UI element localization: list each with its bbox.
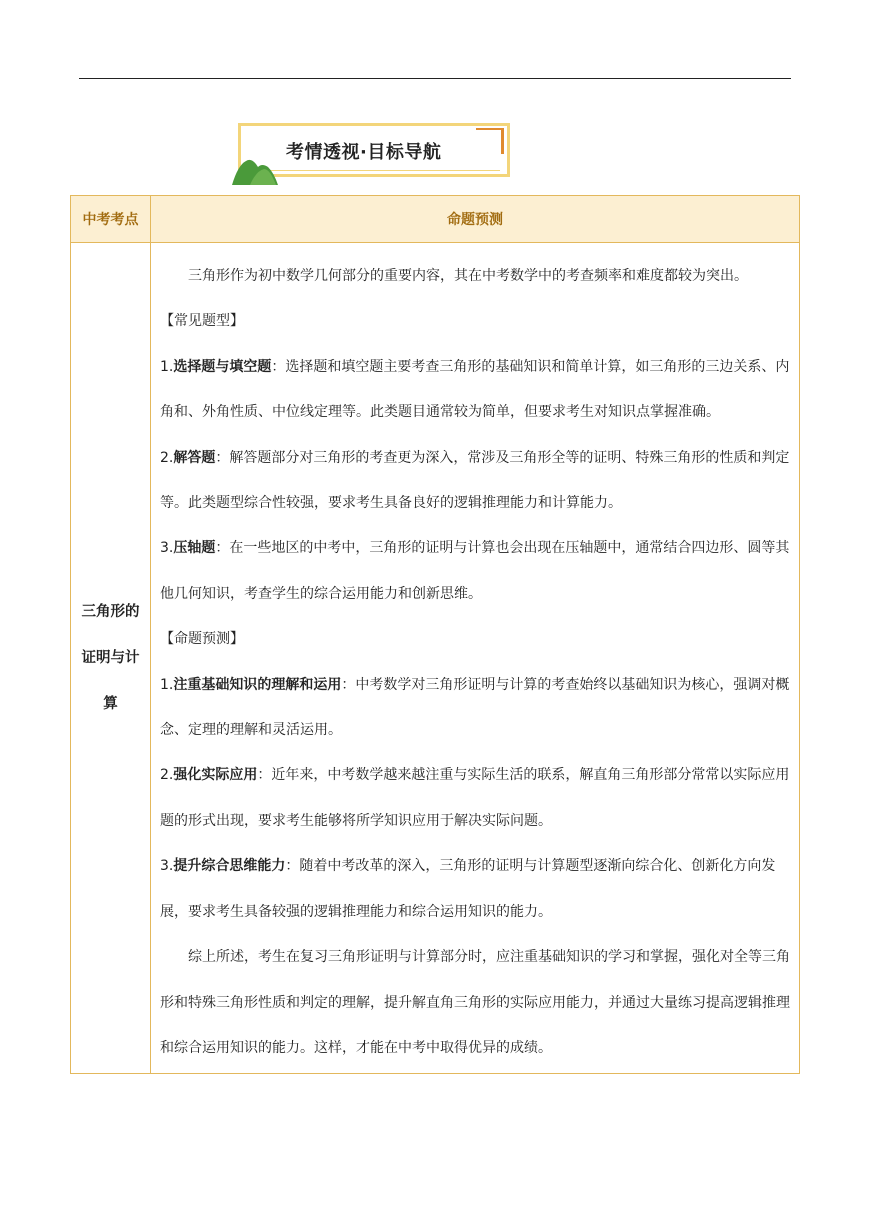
item-text: ：解答题部分对三角形的考查更为深入，常涉及三角形全等的证明、特殊三角形的性质和判定等。此类题型综合性较强，要求考生具备良好的逻辑推理能力和计算能力。 <box>160 449 790 512</box>
table-header-row <box>71 196 800 243</box>
prediction-content <box>151 243 800 1074</box>
list-item <box>160 844 791 935</box>
item-title: 强化实际应用 <box>173 767 258 784</box>
summary-paragraph: 综上所述，考生在复习三角形证明与计算部分时，应注重基础知识的学习和掌握，强化对全等三角形和特殊三角形性质和判定的理解，提升解直角三角形的实际应用能力，并通过大量练习提高逻辑推理和综合运用知识的能力。这样，才能在中考中取得优异的成绩。 <box>160 949 790 1056</box>
item-text: ：中考数学对三角形证明与计算的考查始终以基础知识为核心，强调对概念、定理的理解和灵活运用。 <box>160 676 790 739</box>
header-exam-point: 中考考点 <box>71 196 151 243</box>
topic-line: 证明与计 <box>81 650 140 667</box>
exam-analysis-table <box>70 195 800 1074</box>
banner-accent-mark <box>501 128 504 154</box>
item-title: 选择题与填空题 <box>173 358 272 375</box>
item-number: 2. <box>160 449 174 466</box>
header-prediction: 命题预测 <box>151 196 800 243</box>
table-row <box>71 243 800 1074</box>
section-heading-prediction: 【命题预测】 <box>160 631 244 648</box>
mountain-icon <box>232 157 282 185</box>
item-text: ：近年来，中考数学越来越注重与实际生活的联系，解直角三角形部分常常以实际应用题的形式出现，要求考生能够将所学知识应用于解决实际问题。 <box>160 767 790 829</box>
list-item <box>160 345 791 436</box>
item-text: ：随着中考改革的深入，三角形的证明与计算题型逐渐向综合化、创新化方向发展，要求考生具备较强的逻辑推理能力和综合运用知识的能力。 <box>160 858 776 920</box>
list-item <box>160 753 791 844</box>
banner-title: 考情透视·目标导航 <box>286 142 442 163</box>
list-item <box>160 663 791 754</box>
item-number: 3. <box>160 540 174 557</box>
topic-line: 三角形的 <box>81 604 140 621</box>
section-heading-common-types: 【常见题型】 <box>160 313 244 330</box>
topic-cell <box>71 243 151 1074</box>
item-text: ：在一些地区的中考中，三角形的证明与计算也会出现在压轴题中，通常结合四边形、圆等其他几何知识，考查学生的综合运用能力和创新思维。 <box>160 540 790 602</box>
item-title: 压轴题 <box>173 540 216 557</box>
item-title: 解答题 <box>173 449 216 466</box>
item-number: 1. <box>160 358 174 375</box>
item-text: ：选择题和填空题主要考查三角形的基础知识和简单计算，如三角形的三边关系、内角和、外角性质、中位线定理等。此类题目通常较为简单，但要求考生对知识点掌握准确。 <box>160 358 790 421</box>
header-rule <box>79 78 791 79</box>
item-title: 注重基础知识的理解和运用 <box>173 676 342 693</box>
list-item <box>160 526 791 617</box>
section-banner <box>232 121 514 185</box>
banner-accent-mark-top <box>476 128 504 130</box>
intro-paragraph: 三角形作为初中数学几何部分的重要内容，其在中考数学中的考查频率和难度都较为突出。 <box>188 268 748 284</box>
item-number: 3. <box>160 858 174 875</box>
topic-line: 算 <box>103 696 118 713</box>
item-number: 2. <box>160 767 174 784</box>
item-title: 提升综合思维能力 <box>173 858 286 875</box>
list-item <box>160 436 791 527</box>
item-number: 1. <box>160 676 174 693</box>
